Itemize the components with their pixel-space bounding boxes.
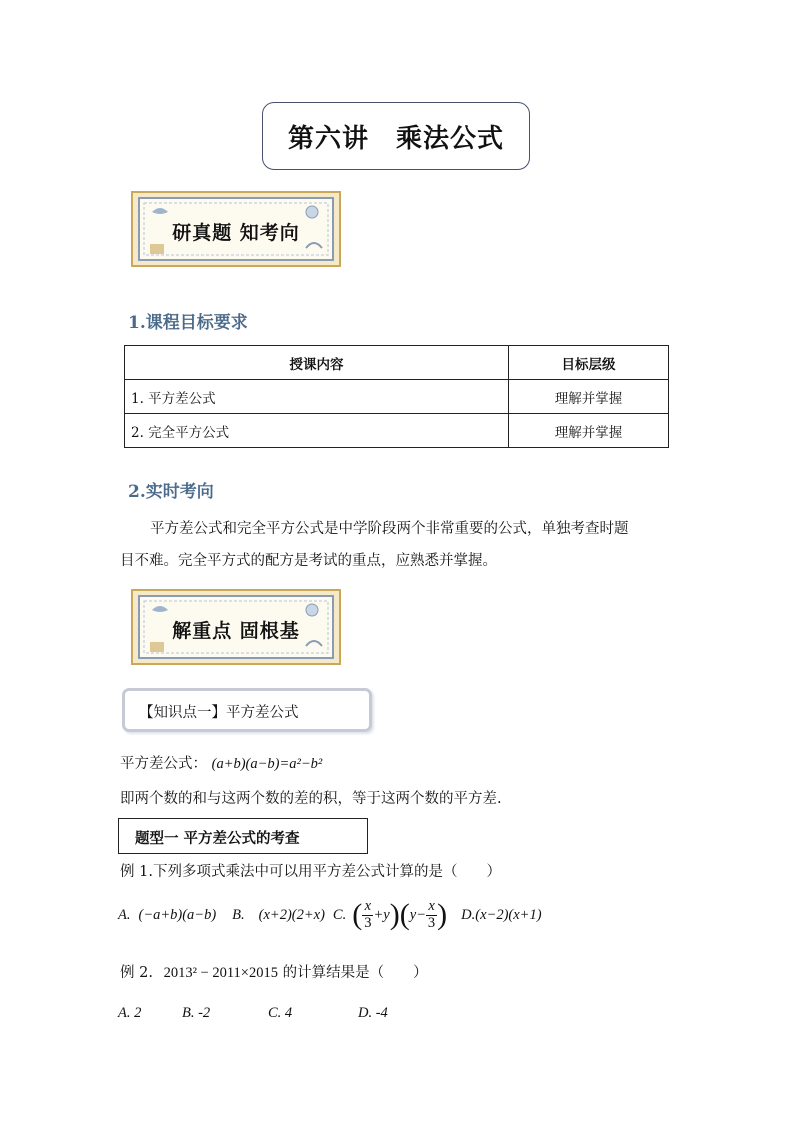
option-a-expression: (−a+b)(a−b) xyxy=(138,906,217,923)
section-heading-trends: 2.实时考向 xyxy=(128,482,214,502)
formula-label: 平方差公式： xyxy=(120,756,207,772)
example-1-options xyxy=(118,898,542,932)
option-c-expression: ( $\frac{x}{3}$ +y ) ( y− $\frac{x}{3}$ ) xyxy=(352,897,448,931)
goal-table xyxy=(124,345,669,448)
table-row xyxy=(125,414,669,448)
question-type-box xyxy=(118,818,368,854)
page-title: 第六讲 乘法公式 xyxy=(287,123,504,154)
title-box xyxy=(262,102,530,170)
table-header-row xyxy=(125,346,669,380)
table-row xyxy=(125,380,669,414)
option-b-letter: B. xyxy=(232,906,245,923)
formula-line xyxy=(120,748,322,780)
example-2-expression: 2013² − 2011×2015 xyxy=(163,965,278,981)
section-heading-goals: 1.课程目标要求 xyxy=(128,313,248,333)
table-header: 授课内容 xyxy=(125,346,509,380)
formula-expression: (a+b)(a−b)=a²−b² xyxy=(211,756,323,772)
table-header: 目标层级 xyxy=(509,346,669,380)
paragraph-line: 平方差公式和完全平方公式是中学阶段两个非常重要的公式，单独考查时题 xyxy=(150,521,629,537)
option-d: D. -4 xyxy=(358,1005,388,1021)
section-banner-1 xyxy=(130,190,342,268)
section-banner-2 xyxy=(130,588,342,666)
option-a: A. 2 xyxy=(118,1005,142,1021)
option-c-letter: C. xyxy=(332,906,347,923)
table-cell: 1. 平方差公式 xyxy=(125,380,509,414)
option-c: C. 4 xyxy=(268,1005,293,1021)
table-cell: 理解并掌握 xyxy=(509,414,669,448)
knowledge-point-label: 【知识点一】平方差公式 xyxy=(139,705,299,721)
option-d-expression: (x−2)(x+1) xyxy=(475,906,542,923)
banner-label: 解重点 固根基 xyxy=(172,620,300,642)
banner-label: 研真题 知考向 xyxy=(172,222,300,244)
knowledge-point-box xyxy=(122,688,372,732)
example-1-stem: 例 1.下列多项式乘法中可以用平方差公式计算的是（ ） xyxy=(120,864,501,880)
option-a-letter: A. xyxy=(118,906,131,923)
example-2-prefix: 例 2. xyxy=(120,965,153,981)
table-cell: 理解并掌握 xyxy=(509,380,669,414)
table-cell: 2. 完全平方公式 xyxy=(125,414,509,448)
option-d-letter: D. xyxy=(461,906,476,923)
paragraph-line: 目不难。完全平方式的配方是考试的重点，应熟悉并掌握。 xyxy=(120,553,497,569)
question-type-label: 题型一 平方差公式的考查 xyxy=(135,830,300,847)
option-b-expression: (x+2)(2+x) xyxy=(258,906,325,923)
example-2-suffix: 的计算结果是（ ） xyxy=(282,965,428,981)
example-2-stem xyxy=(120,957,428,989)
formula-explanation: 即两个数的和与这两个数的差的积，等于这两个数的平方差. xyxy=(120,791,502,807)
option-b: B. -2 xyxy=(182,1005,211,1021)
